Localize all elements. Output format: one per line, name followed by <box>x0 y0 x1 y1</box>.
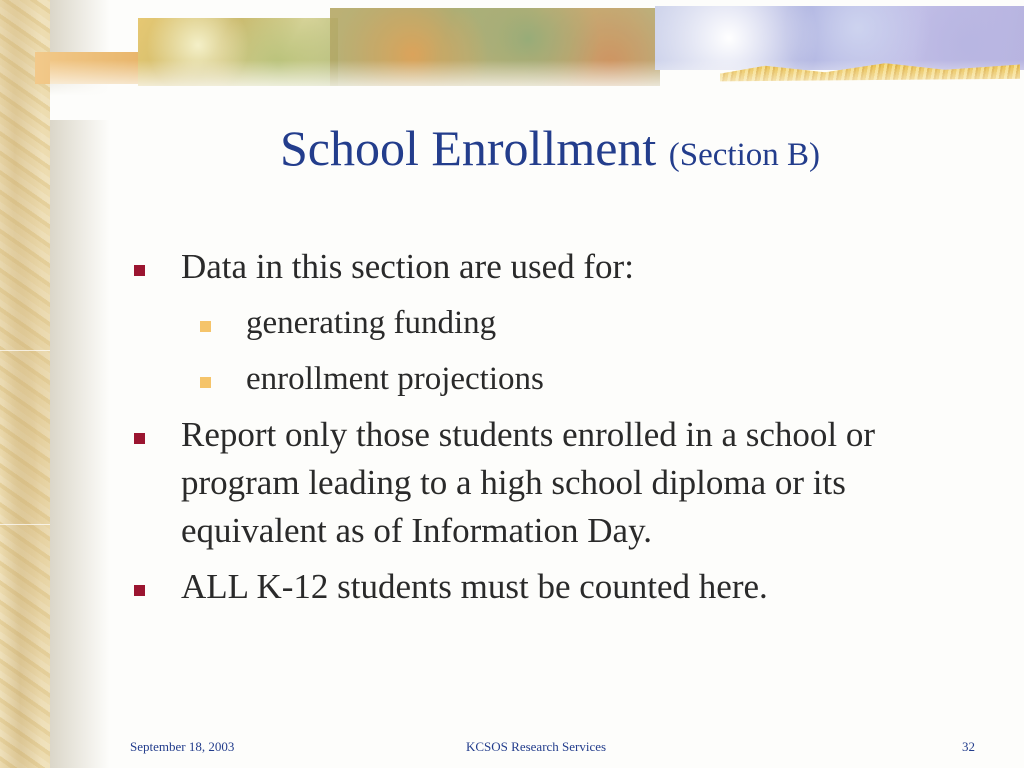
square-bullet-icon <box>134 585 145 596</box>
sub-bullet-item <box>130 299 950 347</box>
square-bullet-icon <box>134 433 145 444</box>
square-sub-bullet-icon <box>200 377 211 388</box>
banner-fade <box>50 60 1024 120</box>
footer-date: September 18, 2003 <box>130 739 235 754</box>
bullet-item <box>130 411 950 555</box>
slide-title-sub: (Section B) <box>668 137 821 173</box>
square-bullet-icon <box>134 265 145 276</box>
slide-title <box>100 118 1000 185</box>
footer-organization: KCSOS Research Services <box>466 739 607 754</box>
slide-body <box>130 243 950 619</box>
sub-bullet-text: generating funding <box>246 305 497 341</box>
bullet-text: Report only those students enrolled in a school or program leading to a high school diploma or its equivalent as of Information Day. <box>181 415 876 550</box>
bullet-text: Data in this section are used for: <box>181 247 634 286</box>
bullet-item <box>130 563 950 611</box>
square-sub-bullet-icon <box>200 321 211 332</box>
footer-page-number: 32 <box>962 739 975 754</box>
slide-title-main: School Enrollment <box>279 120 657 176</box>
sub-bullet-item <box>130 355 950 403</box>
sub-bullet-text: enrollment projections <box>246 361 544 397</box>
bullet-item <box>130 243 950 291</box>
left-decorative-strip <box>0 0 50 768</box>
bullet-text: ALL K-12 students must be counted here. <box>181 567 768 606</box>
